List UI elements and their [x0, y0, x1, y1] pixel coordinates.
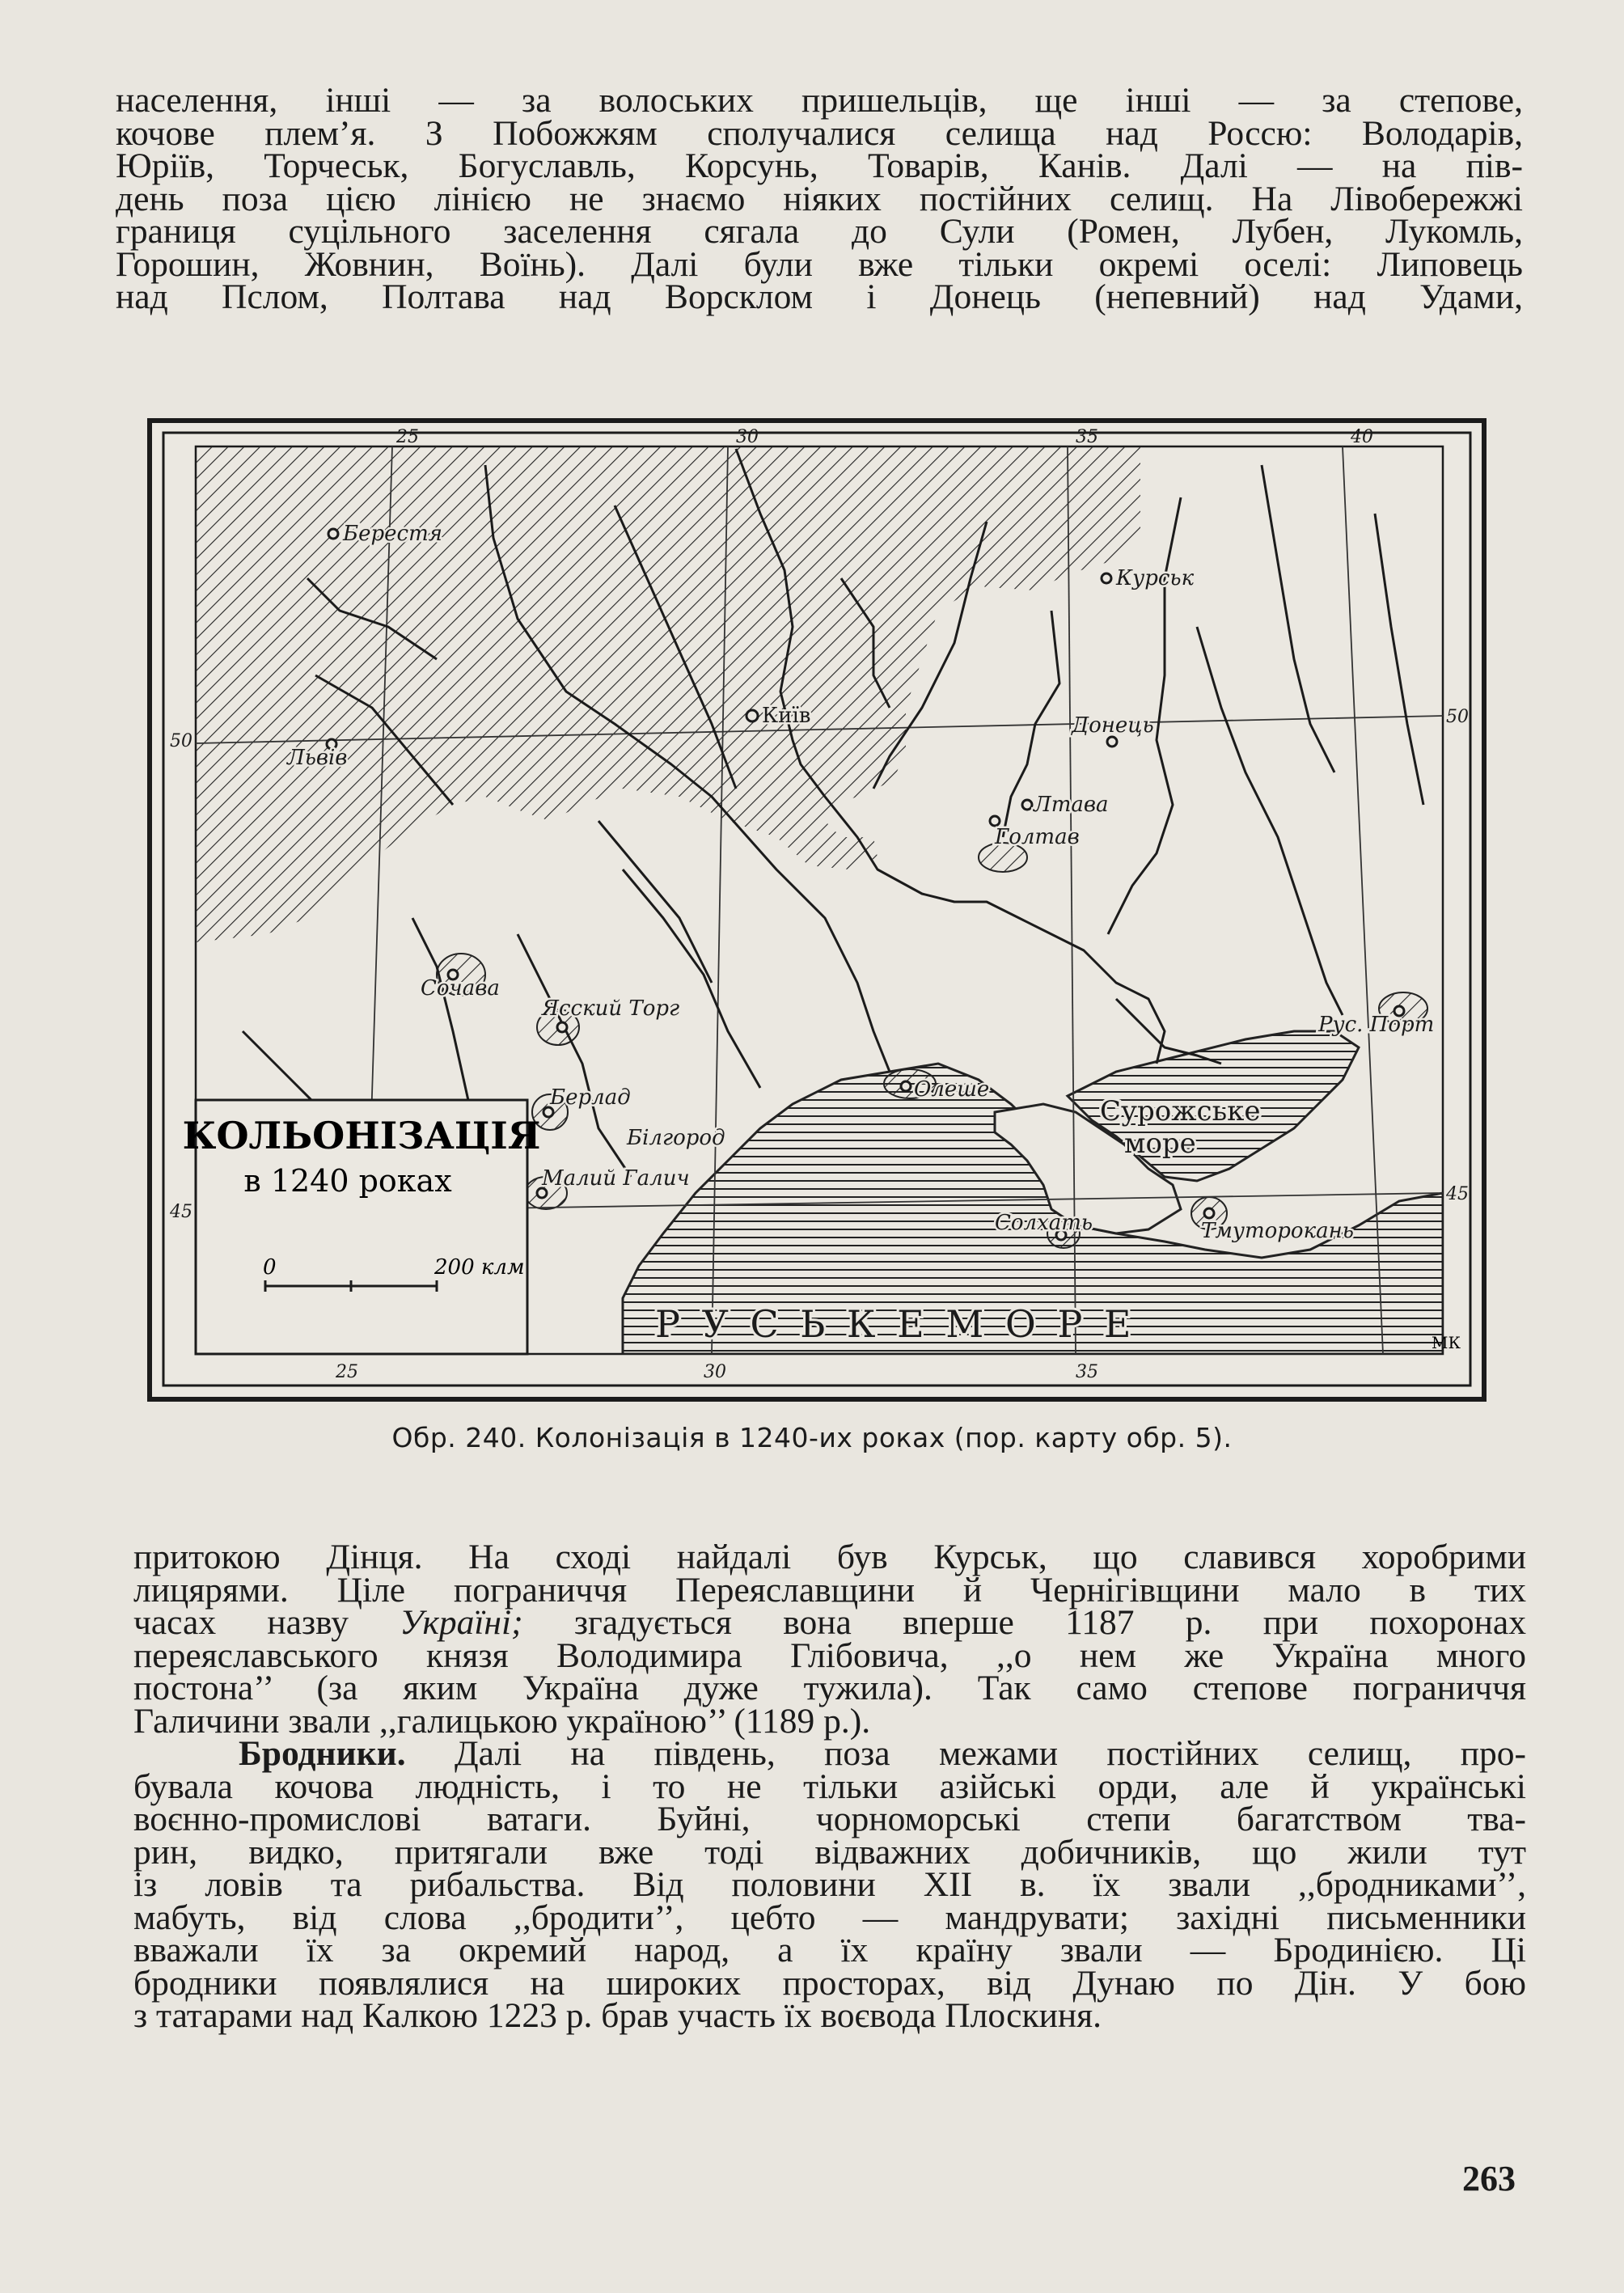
place-label: Голтав	[995, 825, 1080, 849]
text-line: бувала кочова людність, і то не тільки азійські орди, але й українські	[133, 1766, 1526, 1806]
text-line: з татарами над Калкою 1223 р. брав участь їх воєвода Плоскиня.	[133, 1996, 1102, 2035]
text-fragment: часах назву	[133, 1603, 349, 1642]
text-line: лицярями. Ціле пограниччя Переяславщини й Чернігівщини мало в тих	[133, 1570, 1526, 1610]
place-label: Рус. Порт	[1318, 1013, 1435, 1037]
place-label: Курськ	[1116, 566, 1195, 590]
text-line: воєнно-промислові ватаги. Буйні, чорноморські степи багатством тва-	[133, 1800, 1526, 1838]
text-line: Горошин, Жовнин, Воїнь). Далі були вже тільки окремі оселі: Липовець	[116, 244, 1523, 284]
longitude-label: 35	[1076, 427, 1098, 447]
text-line: із ловів та рибальства. Від половини XII в. їх звали ,,бродниками’’,	[133, 1865, 1526, 1904]
text-line: кочове плем’я. З Побожжям сполучалися селища над Россю: Володарів,	[116, 113, 1523, 153]
map-title: КОЛЬОНІЗАЦІЯ	[182, 1114, 541, 1157]
azov-sea-label: Сурожське	[1100, 1095, 1261, 1127]
place-label: Малий Галич	[542, 1166, 690, 1191]
longitude-label: 25	[396, 427, 419, 447]
figure-caption: Обр. 240. Колонізація в 1240-их роках (пор. карту обр. 5).	[391, 1422, 1233, 1453]
place-label: Білгород	[627, 1126, 725, 1150]
scale-end: 200 клм	[434, 1255, 525, 1280]
text-line	[133, 1603, 1526, 1642]
place-label: Сочава	[421, 976, 500, 1001]
place-label: Берлад	[550, 1085, 631, 1110]
place-label: Лтава	[1034, 793, 1109, 817]
map-subtitle: в 1240 роках	[243, 1163, 452, 1199]
place-label: Олеше	[914, 1077, 990, 1102]
scale-start: 0	[263, 1255, 277, 1280]
azov-sea-label: море	[1124, 1127, 1196, 1160]
latitude-label: 45	[1446, 1184, 1469, 1204]
text-line: переяславського князя Володимира Глібовича, ,,о нем же Україна много	[133, 1635, 1526, 1675]
text-line: вважали їх за окремий народ, а їх країну звали — Бродинією. Ці	[133, 1931, 1526, 1969]
text-line: мабуть, від слова ,,бродити’’, цебто — мандрувати; західні письменники	[133, 1897, 1526, 1937]
place-label: Тмуторокань	[1201, 1219, 1354, 1243]
bottom-text	[133, 1538, 1526, 2035]
text-line: границя суцільного заселення сягала до Сули (Ромен, Лубен, Лукомль,	[116, 212, 1523, 251]
place-label: Львів	[287, 746, 348, 770]
latitude-label: 50	[170, 731, 192, 751]
text-line: постона’’ (за яким Україна дуже тужила). Так само степове пограниччя	[133, 1669, 1526, 1707]
place-label: Донець	[1072, 713, 1154, 738]
text-line: рин, видко, притягали вже тоді відважних добичників, що жили тут	[133, 1832, 1526, 1872]
longitude-label: 35	[1076, 1362, 1098, 1382]
longitude-label: 40	[1351, 427, 1373, 447]
place-label: Ясский Торг	[542, 996, 680, 1021]
longitude-label: 25	[336, 1362, 358, 1382]
place-label: Київ	[762, 704, 811, 728]
place-label: Солхать	[995, 1211, 1093, 1235]
text-line: Юріїв, Торчеськ, Богуславль, Корсунь, Товарів, Канів. Далі — на пів-	[116, 146, 1523, 185]
place-label: Берестя	[343, 522, 442, 546]
longitude-label: 30	[736, 427, 759, 447]
text-fragment: згадується вона вперше 1187 р. при похоронах	[573, 1603, 1526, 1642]
latitude-label: 45	[170, 1202, 192, 1222]
text-line: притокою Дінця. На сході найдалі був Курськ, що славився хоробрими	[133, 1538, 1526, 1576]
text-line: над Пслом, Полтава над Ворсклом і Донець (непевний) над Удами,	[116, 277, 1523, 316]
longitude-label: 30	[704, 1362, 726, 1382]
colonization-map	[146, 417, 1488, 1403]
text-line	[133, 1734, 1526, 1773]
text-line: день поза цією лінією не знаємо ніяких постійних селищ. На Лівобережжі	[116, 179, 1523, 218]
top-paragraph	[116, 81, 1523, 316]
black-sea-label: Р У С Ь К Е М О Р Е	[655, 1302, 1136, 1346]
monogram: МК	[1432, 1333, 1461, 1352]
text-line: Галичини звали ,,галицькою україною’’ (1189 р.).	[133, 1701, 871, 1741]
text-line: населення, інші — за волоських пришельців, ще інші — за степове,	[116, 81, 1523, 120]
text-line: бродники появлялися на широких просторах, від Дунаю по Дін. У бою	[133, 1963, 1526, 2003]
italic-word: Україні;	[400, 1603, 523, 1642]
latitude-label: 50	[1446, 707, 1469, 727]
section-heading: Бродники.	[239, 1734, 406, 1773]
page-number: 263	[1462, 2159, 1516, 2198]
text-fragment: Далі на південь, поза межами постійних селищ, про-	[454, 1734, 1526, 1773]
